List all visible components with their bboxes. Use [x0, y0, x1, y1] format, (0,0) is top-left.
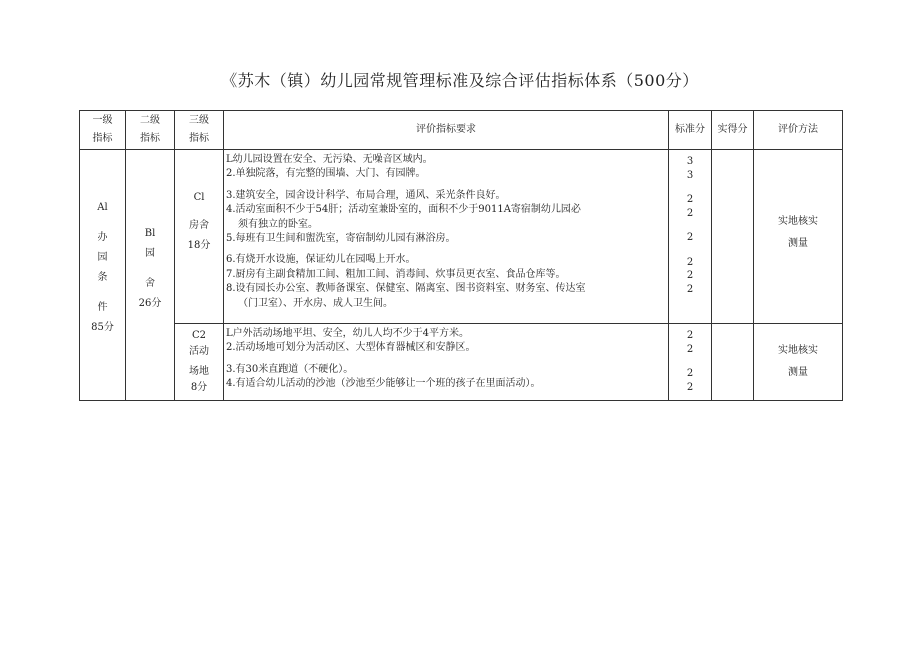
header-actual-score: 实得分 [712, 111, 754, 150]
method-cell-c2: 实地核实 测量 [754, 324, 843, 401]
header-level2: 二级 指标 [126, 111, 175, 150]
header-level1: 一级 指标 [80, 111, 126, 150]
actual-score-cell-c1 [712, 150, 754, 324]
requirement-item: 2.单独院落，有完整的围墙、大门、有园牌。 [226, 168, 426, 180]
requirement-item: 8.设有园长办公室、教师备课室、保健室、隔离室、图书资料室、财务室、传达室 [226, 283, 586, 295]
requirement-item: 6.有烧开水设施，保证幼儿在园喝上开水。 [226, 254, 416, 266]
requirement-item: 5.每班有卫生间和盥洗室，寄宿制幼儿园有淋浴房。 [226, 233, 456, 245]
header-level3: 三级 指标 [175, 111, 224, 150]
requirement-item: 3.有30米直跑道（不硬化）。 [226, 363, 354, 375]
requirements-cell-c2 [224, 324, 669, 401]
level1-cell: Al 办 园 条 件 85分 [80, 150, 126, 401]
actual-score-cell-c2 [712, 324, 754, 401]
document-title: 《苏木（镇）幼儿园常规管理标准及综合评估指标体系（500分） [221, 71, 699, 90]
header-standard-score: 标准分 [669, 111, 712, 150]
requirement-item: 4.有适合幼儿活动的沙池（沙池至少能够让一个班的孩子在里面活动）。 [226, 378, 541, 390]
requirement-item: L幼儿园设置在安全、无污染、无噪音区域内。 [226, 154, 433, 165]
header-method: 评价方法 [754, 111, 843, 150]
requirement-item: L户外活动场地平坦、安全，幼儿人均不少于4平方米。 [226, 328, 470, 339]
section-row-c2 [80, 324, 843, 401]
level2-cell: Bl 园 舍 26分 [126, 150, 175, 401]
standard-score-cell-c1: 3 3 2 2 2 2 2 2 [669, 150, 712, 324]
level3-cell-c1: Cl 房舍 18分 [175, 150, 224, 324]
standard-score-cell-c2: 2 2 2 2 [669, 324, 712, 401]
requirement-item-continued: （门卫室）、开水房、成人卫生间。 [238, 297, 393, 309]
requirement-item-continued: 须有独立的卧室。 [238, 218, 318, 230]
requirements-cell-c1 [224, 150, 669, 324]
evaluation-table [79, 110, 843, 401]
header-row [80, 111, 843, 150]
level3-cell-c2: C2 活动 场地 8分 [175, 324, 224, 401]
header-requirements: 评价指标要求 [224, 111, 669, 150]
method-cell-c1: 实地核实 测量 [754, 150, 843, 324]
requirement-item: 3.建筑安全，园舍设计科学、布局合理，通风、采光条件良好。 [226, 189, 506, 201]
requirement-item: 4.活动室面积不少于54肝；活动室兼卧室的，面积不少于9011A寄宿制幼儿园必 [226, 204, 581, 216]
section-row-c1 [80, 150, 843, 324]
requirement-item: 2.活动场地可划分为活动区、大型体育器械区和安静区。 [226, 342, 476, 354]
requirement-item: 7.厨房有主副食精加工间、粗加工间、消毒间、炊事员更衣室、食品仓库等。 [226, 268, 566, 280]
